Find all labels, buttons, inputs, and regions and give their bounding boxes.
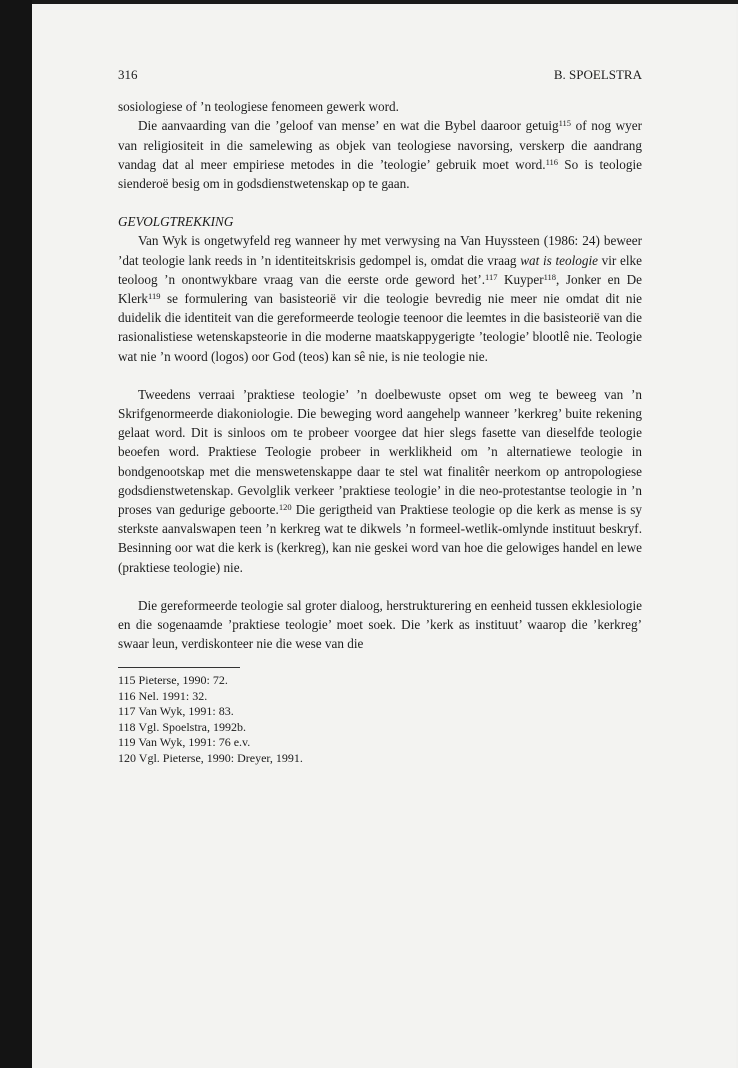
paragraph-tweedens: Tweedens verraai ’praktiese teologie’ ’n doelbewuste opset om weg te beweeg van ’n Skrifgenormeerde diakoniologie. Die beweging word aangehelp wanneer ’kerkreg’ buite rekening gelaat word. Dit is sinloos om te probeer voorgee dat hier slegs fasette van dieselfde teologie beoefen word. Praktiese Teologie probeer in werklikheid om ’n alternatiewe teologie in bondgenootskap met die menswetenskappe daar te stel wat finalitêr neerkom op antropologiese godsdienstwetenskap. Gevolglik verkeer ’praktiese teologie’ in die neo-protestantse teologie in ’n proses van gedurige geboorte.$^{120}$ Die gerigtheid van Praktiese teologie op die kerk as mense is sy sterkste aanvalswapen teen ’n kerkreg wat te dikwels ’n formeel-wetlik-omlynde instituut beskryf. Besinning oor wat die kerk is (kerkreg), kan nie geskei word van hoe die gelowiges handel en lewe (praktiese teologie) nie. (118, 386, 642, 575)
emphasis: wat is teologie (520, 252, 598, 268)
footnote-116: 116 Nel. 1991: 32. (118, 688, 208, 703)
scan-border-left (0, 0, 32, 1068)
page-header (118, 65, 642, 84)
footnote-ref-115[interactable]: 115 (558, 118, 572, 129)
footnote-ref-117[interactable]: 117 (485, 271, 498, 282)
page-body (118, 65, 642, 766)
paragraph-continuation: sosiologiese of ’n teologiese fenomeen gewerk word. (118, 99, 399, 115)
footnote-119: 119 Van Wyk, 1991: 76 e.v. (118, 735, 251, 750)
footnote-ref-118[interactable]: 118 (543, 271, 557, 282)
footnote-120: 120 Vgl. Pieterse, 1990: Dreyer, 1991. (118, 750, 303, 765)
spacer (118, 193, 642, 212)
footnote-117: 117 Van Wyk, 1991: 83. (118, 704, 234, 719)
paragraph-aanvaarding: Die aanvaarding van die ’geloof van mense’ en wat die Bybel daaroor getuig$^{115}$ of nog wyer van religiositeit in die samelewing as objek van teologiese navorsing, verskerp die aandrang vandag dat al meer empiriese metodes in die ’teologie’ gebruik moet word.$^{116}$ So is teologie sienderoë besig om in godsdienstwetenskap op te gaan. (118, 118, 642, 192)
running-head: B. SPOELSTRA (553, 67, 642, 82)
paragraph-gereformeerde: Die gereformeerde teologie sal groter dialoog, herstrukturering en eenheid tussen ekklesiologie en die sogenaamde ’praktiese teologie’ moet soek. Die ’kerk as instituut’ waarop die ’kerkreg’ swaar leun, verdiskonteer nie die wese van die (118, 597, 642, 652)
paragraph-van-wyk: Van Wyk is ongetwyfeld reg wanneer hy met verwysing na Van Huyssteen (1986: 24) beweer ’dat teologie lank reeds in ’n identiteitskrisis gedompel is, omdat die vraag wat is teologie vir elke teoloog ’n onontwykbare vraag van die eerste orde geword het’.$^{117}$ Kuyper$^{118}$, Jonker en De Klerk$^{119}$ se formulering van basisteorië vir die teologie bevredig nie meer nie omdat dit nie duidelik die identiteit van die gereformeerde teologie teenoor die leemtes in die basisteorië van die rasionalistiese wetenskapsteorie in die moderne maatskappygerigte ’teologie’ blootlê nie. Teologie wat nie ’n woord (logos) oor God (teos) kan sê nie, is nie teologie nie. (118, 233, 643, 364)
footnote-115: 115 Pieterse, 1990: 72. (118, 673, 228, 688)
footnote-ref-116[interactable]: 116 (545, 156, 559, 167)
spacer (118, 366, 642, 385)
footnote-ref-120[interactable]: 120 (278, 502, 292, 513)
footnote-rule (118, 667, 240, 668)
section-heading: GEVOLGTREKKING (118, 214, 234, 230)
footnote-ref-119[interactable]: 119 (148, 291, 161, 302)
footnote-118: 118 Vgl. Spoelstra, 1992b. (118, 719, 246, 734)
page-number: 316 (118, 67, 138, 82)
spacer (118, 577, 642, 596)
